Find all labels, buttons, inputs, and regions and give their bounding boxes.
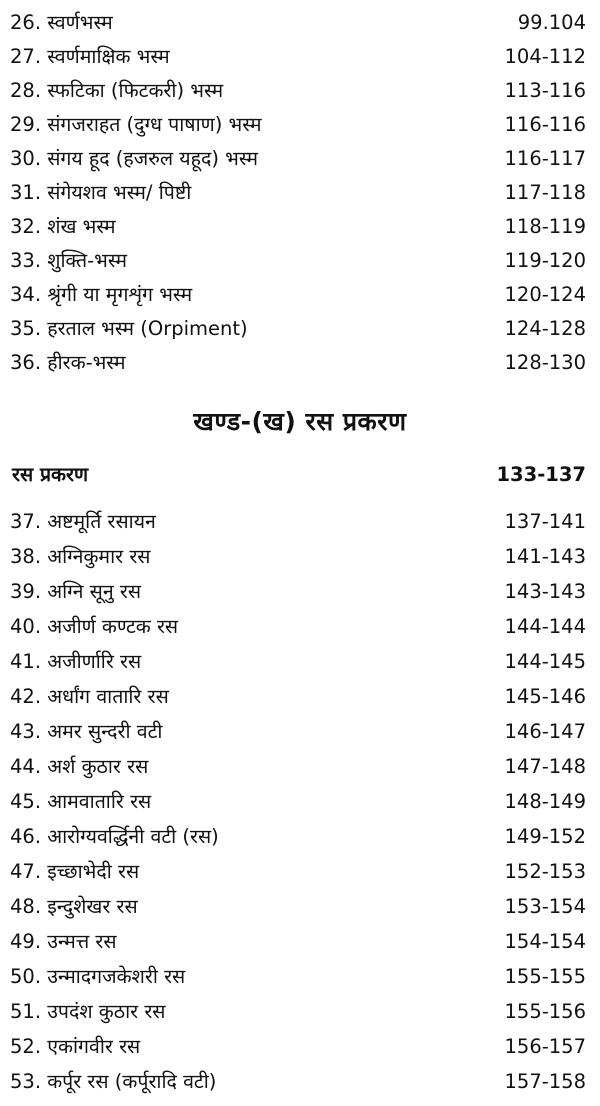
entry-title: 43. अमर सुन्दरी वटी [10, 720, 163, 743]
entry-title: 33. शुक्ति-भस्म [10, 249, 128, 272]
entry-title: 34. श्रृंगी या मृगशृंग भस्म [10, 283, 193, 306]
entry-page-range: 137-141 [504, 510, 586, 533]
entry-title: 47. इच्छाभेदी रस [10, 860, 140, 883]
toc-entry [0, 644, 600, 679]
subsection-page-range: 133-137 [496, 463, 586, 486]
toc-entry [0, 176, 600, 210]
toc-entry [0, 679, 600, 714]
toc-entry [0, 244, 600, 278]
entry-page-range: 113-116 [504, 79, 586, 102]
entry-title: 32. शंख भस्म [10, 215, 116, 238]
entry-page-range: 148-149 [504, 790, 586, 813]
entry-title: 36. हीरक-भस्म [10, 351, 126, 374]
entry-title: 45. आमवातारि रस [10, 790, 152, 813]
entry-page-range: 145-146 [504, 685, 586, 708]
subsection-entry [0, 458, 600, 492]
entry-page-range: 147-148 [504, 755, 586, 778]
entry-page-range: 154-154 [504, 930, 586, 953]
entry-page-range: 116-117 [504, 147, 586, 170]
entry-page-range: 116-116 [504, 113, 586, 136]
toc-list-rasa [0, 504, 600, 1099]
toc-entry [0, 346, 600, 380]
entry-title: 50. उन्मादगजकेशरी रस [10, 965, 186, 988]
toc-entry [0, 278, 600, 312]
entry-title: 31. संगेयशव भस्म/ पिष्टी [10, 181, 192, 204]
entry-page-range: 119-120 [504, 249, 586, 272]
entry-page-range: 124-128 [504, 317, 586, 340]
toc-entry [0, 210, 600, 244]
toc-entry [0, 714, 600, 749]
toc-entry [0, 1064, 600, 1099]
toc-entry [0, 854, 600, 889]
entry-page-range: 99.104 [517, 11, 586, 34]
toc-entry [0, 504, 600, 539]
entry-page-range: 153-154 [504, 895, 586, 918]
entry-page-range: 128-130 [504, 351, 586, 374]
entry-title: 48. इन्दुशेखर रस [10, 895, 138, 918]
entry-page-range: 156-157 [504, 1035, 586, 1058]
toc-entry [0, 539, 600, 574]
entry-page-range: 152-153 [504, 860, 586, 883]
entry-page-range: 143-143 [504, 580, 586, 603]
toc-entry [0, 889, 600, 924]
entry-title: 51. उपदंश कुठार रस [10, 1000, 166, 1023]
toc-entry [0, 924, 600, 959]
toc-entry [0, 312, 600, 346]
entry-page-range: 120-124 [504, 283, 586, 306]
entry-title: 39. अग्नि सूनु रस [10, 580, 142, 603]
subsection-title: रस प्रकरण [12, 463, 89, 486]
toc-entry [0, 959, 600, 994]
entry-page-range: 141-143 [504, 545, 586, 568]
toc-entry [0, 74, 600, 108]
entry-page-range: 149-152 [504, 825, 586, 848]
entry-page-range: 157-158 [504, 1070, 586, 1093]
entry-page-range: 144-145 [504, 650, 586, 673]
toc-entry [0, 749, 600, 784]
toc-list-bhasma [0, 6, 600, 380]
entry-page-range: 118-119 [504, 215, 586, 238]
toc-entry [0, 994, 600, 1029]
entry-title: 30. संगय हूद (हजरुल यहूद) भस्म [10, 147, 259, 170]
toc-entry [0, 142, 600, 176]
section-heading: खण्ड-(ख) रस प्रकरण [193, 407, 407, 436]
entry-page-range: 155-155 [504, 965, 586, 988]
toc-entry [0, 784, 600, 819]
entry-title: 35. हरताल भस्म (Orpiment) [10, 317, 248, 340]
toc-entry [0, 609, 600, 644]
entry-title: 42. अर्धांग वातारि रस [10, 685, 169, 708]
entry-title: 53. कर्पूर रस (कर्पूरादि वटी) [10, 1070, 217, 1093]
entry-page-range: 104-112 [504, 45, 586, 68]
entry-title: 49. उन्मत्त रस [10, 930, 117, 953]
toc-entry [0, 574, 600, 609]
entry-title: 52. एकांगवीर रस [10, 1035, 141, 1058]
entry-title: 40. अजीर्ण कण्टक रस [10, 615, 179, 638]
toc-entry [0, 819, 600, 854]
entry-page-range: 146-147 [504, 720, 586, 743]
entry-page-range: 144-144 [504, 615, 586, 638]
entry-title: 46. आरोग्यवर्द्धिनी वटी (रस) [10, 825, 219, 848]
entry-title: 44. अर्श कुठार रस [10, 755, 149, 778]
toc-entry [0, 6, 600, 40]
entry-page-range: 155-156 [504, 1000, 586, 1023]
entry-title: 26. स्वर्णभस्म [10, 11, 113, 34]
entry-page-range: 117-118 [504, 181, 586, 204]
toc-entry [0, 40, 600, 74]
entry-title: 41. अजीर्णारि रस [10, 650, 142, 673]
entry-title: 29. संगजराहत (दुग्ध पाषाण) भस्म [10, 113, 262, 136]
toc-entry [0, 1029, 600, 1064]
entry-title: 37. अष्टमूर्ति रसायन [10, 510, 156, 533]
entry-title: 38. अग्निकुमार रस [10, 545, 151, 568]
entry-title: 28. स्फटिका (फिटकरी) भस्म [10, 79, 224, 102]
toc-entry [0, 108, 600, 142]
entry-title: 27. स्वर्णमाक्षिक भस्म [10, 45, 170, 68]
